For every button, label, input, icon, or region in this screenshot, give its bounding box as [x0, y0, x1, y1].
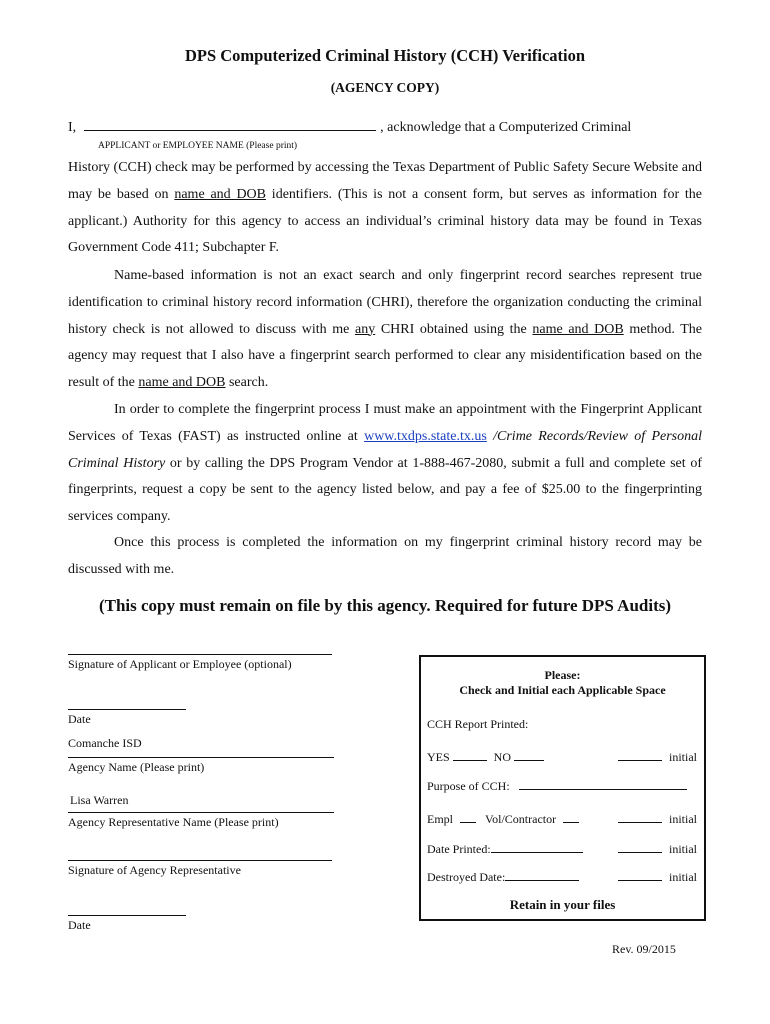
applicant-name-label: APPLICANT or EMPLOYEE NAME (Please print) — [98, 141, 298, 151]
initial-field-1[interactable] — [618, 750, 662, 761]
checklist-box — [419, 655, 706, 921]
initial-row-4 — [618, 870, 697, 885]
paragraph-name-based — [68, 263, 702, 397]
para1-text-b: identifiers. (This is not a consent form, but serves as information for the applicant.) Authority for this agency to access an individual’s criminal history data may be found in Texas Government Code 411; Subchapter F. — [68, 186, 703, 256]
agency-name-line — [68, 757, 334, 758]
purpose-label: Purpose of CCH: — [427, 779, 510, 793]
applicant-signature-label: Signature of Applicant or Employee (optional) — [68, 657, 292, 671]
page-subtitle: (AGENCY COPY) — [330, 80, 440, 95]
initial-row-1 — [618, 750, 697, 765]
audit-notice: (This copy must remain on file by this agency. Required for future DPS Audits) — [98, 596, 672, 615]
yes-no-row — [427, 750, 544, 765]
yes-field[interactable] — [453, 750, 487, 761]
intro-suffix: , acknowledge that a Computerized Criminal — [380, 120, 632, 135]
para2-text-b: CHRI obtained using the — [375, 321, 533, 337]
applicant-name-field[interactable] — [84, 116, 376, 131]
para2-text-c: method. The agency may request that I also have a fingerprint search performed to clear any misidentification based on the result of the — [68, 321, 702, 391]
retain-note: Retain in your files — [509, 897, 616, 912]
date-label-2: Date — [68, 918, 91, 932]
initial-field-4[interactable] — [618, 870, 662, 881]
vol-contractor-label: Vol/Contractor — [485, 812, 557, 826]
para3-text-b: or by calling the DPS Program Vendor at 1-888-467-2080, submit a full and complete set of fingerprints, request a copy be sent to the agency listed below, and pay a fee of $25.00 to the fingerprinting services company. — [68, 455, 702, 525]
empl-field[interactable] — [460, 812, 476, 823]
agency-name-value[interactable]: Comanche ISD — [68, 736, 142, 750]
date-line-1[interactable] — [68, 709, 186, 710]
intro-prefix: I, — [68, 120, 77, 135]
checklist-heading-instructions: Check and Initial each Applicable Space — [459, 683, 666, 697]
destroyed-date-label: Destroyed Date: — [427, 870, 506, 884]
paragraph-fingerprint — [68, 397, 702, 531]
date-printed-label: Date Printed: — [427, 842, 491, 856]
checklist-heading-please: Please: — [544, 668, 581, 682]
para3-italic-path: /Crime Records/Review of Personal Criminal History — [68, 428, 702, 471]
initial-label-2: initial — [669, 812, 697, 826]
para2-underline-name-dob: name and DOB — [532, 321, 624, 337]
para3-text-a: In order to complete the fingerprint process I must make an appointment with the Fingerprint Applicant Services of Texas (FAST) as instructed online at — [68, 402, 702, 444]
representative-name-label: Agency Representative Name (Please print) — [68, 815, 279, 829]
yes-label: YES — [427, 750, 450, 764]
para1-text-a: History (CCH) check may be performed by accessing the Texas Department of Public Safety Secure Website and may be based on — [68, 160, 702, 202]
date-label-1: Date — [68, 712, 91, 726]
destroyed-date-field[interactable] — [505, 870, 579, 881]
initial-label-4: initial — [669, 870, 697, 884]
revision-label: Rev. 09/2015 — [612, 942, 676, 956]
agency-name-label: Agency Name (Please print) — [68, 760, 205, 774]
para2-text-a: Name-based information is not an exact search and only fingerprint record searches represent true identification to criminal history record information (CHRI), therefore the organization conducting the criminal history check is not allowed to discuss with me — [68, 268, 702, 337]
applicant-signature-line[interactable] — [68, 654, 332, 655]
report-printed-label: CCH Report Printed: — [427, 717, 529, 731]
destroyed-date-row — [427, 870, 579, 885]
vol-contractor-field[interactable] — [563, 812, 579, 823]
representative-name-value[interactable]: Lisa Warren — [70, 793, 129, 807]
representative-signature-label: Signature of Agency Representative — [68, 863, 241, 877]
initial-row-3 — [618, 842, 697, 857]
acknowledgement-line — [68, 116, 631, 136]
initial-label-1: initial — [669, 750, 697, 764]
purpose-row — [427, 779, 687, 794]
initial-field-2[interactable] — [618, 812, 662, 823]
para2-underline-any: any — [354, 321, 376, 337]
initial-field-3[interactable] — [618, 842, 662, 853]
date-line-2[interactable] — [68, 915, 186, 916]
date-printed-field[interactable] — [491, 842, 583, 853]
paragraph-authority — [68, 155, 702, 262]
date-printed-row — [427, 842, 583, 857]
para2-text-d: search. — [225, 375, 269, 391]
para2-underline-name-dob-2: name and DOB — [138, 375, 226, 391]
para1-underline-name-dob: name and DOB — [174, 186, 267, 202]
dps-website-link[interactable]: www.txdps.state.tx.us — [364, 428, 487, 444]
initial-label-3: initial — [669, 842, 697, 856]
empl-row — [427, 812, 579, 827]
page-title: DPS Computerized Criminal History (CCH) Verification — [184, 46, 586, 65]
paragraph-discussion: Once this process is completed the information on my fingerprint criminal history record may be discussed with me. — [68, 535, 702, 577]
empl-label: Empl — [427, 812, 453, 826]
representative-signature-line[interactable] — [68, 860, 332, 861]
initial-row-2 — [618, 812, 697, 827]
no-label: NO — [493, 750, 512, 764]
no-field[interactable] — [514, 750, 544, 761]
representative-name-line — [68, 812, 334, 813]
purpose-field[interactable] — [519, 779, 687, 790]
